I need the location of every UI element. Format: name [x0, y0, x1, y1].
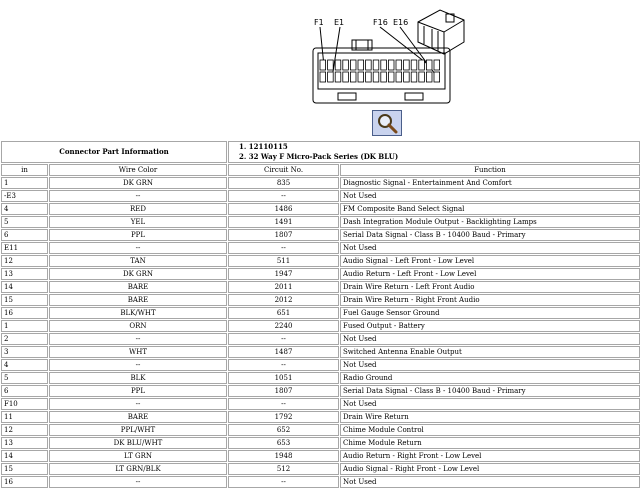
- pin-cavity: [434, 60, 440, 70]
- pin-cell: 5: [1, 372, 48, 384]
- wire-color-cell: PPL: [49, 229, 227, 241]
- header-wire-color: Wire Color: [49, 164, 227, 176]
- wire-color-cell: BARE: [49, 411, 227, 423]
- table-row: [1, 411, 640, 423]
- pin-cell: 3: [1, 346, 48, 358]
- circuit-cell: 512: [228, 463, 339, 475]
- circuit-cell: 652: [228, 424, 339, 436]
- zoom-button[interactable]: [372, 110, 402, 136]
- pin-cavity: [320, 60, 326, 70]
- wire-color-cell: --: [49, 359, 227, 371]
- function-cell: Not Used: [340, 190, 640, 202]
- wire-color-cell: PPL: [49, 385, 227, 397]
- pin-cell: 15: [1, 294, 48, 306]
- function-cell: FM Composite Band Select Signal: [340, 203, 640, 215]
- table-row: [1, 424, 640, 436]
- pin-cavity: [396, 72, 402, 82]
- pin-cavity: [404, 60, 410, 70]
- wire-color-cell: RED: [49, 203, 227, 215]
- circuit-cell: --: [228, 359, 339, 371]
- function-cell: Not Used: [340, 359, 640, 371]
- pin-cell: 14: [1, 450, 48, 462]
- pin-cavity: [343, 60, 349, 70]
- wire-color-cell: LT GRN/BLK: [49, 463, 227, 475]
- pin-label-f16: F16: [373, 18, 388, 27]
- table-row: [1, 268, 640, 280]
- pin-cell: 1: [1, 320, 48, 332]
- pin-cavity: [350, 60, 356, 70]
- pin-cell: E11: [1, 242, 48, 254]
- table-row: [1, 437, 640, 449]
- function-cell: Radio Ground: [340, 372, 640, 384]
- pin-cell: 6: [1, 229, 48, 241]
- table-row: [1, 372, 640, 384]
- circuit-cell: 2240: [228, 320, 339, 332]
- pin-cell: 16: [1, 476, 48, 488]
- table-row: [1, 476, 640, 488]
- pin-cell: 14: [1, 281, 48, 293]
- pin-cell: 12: [1, 255, 48, 267]
- circuit-cell: 1807: [228, 385, 339, 397]
- function-cell: Not Used: [340, 333, 640, 345]
- circuit-cell: --: [228, 476, 339, 488]
- wire-color-cell: TAN: [49, 255, 227, 267]
- wire-color-cell: DK GRN: [49, 268, 227, 280]
- circuit-cell: --: [228, 190, 339, 202]
- pin-cavity: [358, 72, 364, 82]
- pin-cavity: [434, 72, 440, 82]
- function-cell: Serial Data Signal - Class B - 10400 Baud - Primary: [340, 229, 640, 241]
- pin-cavity: [388, 60, 394, 70]
- circuit-cell: 653: [228, 437, 339, 449]
- pin-cavity: [350, 72, 356, 82]
- wire-color-cell: WHT: [49, 346, 227, 358]
- pin-cavity: [411, 72, 417, 82]
- table-row: [1, 307, 640, 319]
- circuit-cell: 511: [228, 255, 339, 267]
- pin-cavity: [411, 60, 417, 70]
- pin-cavity: [419, 60, 425, 70]
- pin-cavity: [320, 72, 326, 82]
- wire-color-cell: DK BLU/WHT: [49, 437, 227, 449]
- wire-color-cell: --: [49, 242, 227, 254]
- pin-cavity: [358, 60, 364, 70]
- function-cell: Audio Signal - Left Front - Low Level: [340, 255, 640, 267]
- table-row: [1, 294, 640, 306]
- table-row: [1, 190, 640, 202]
- pin-cavity: [381, 72, 387, 82]
- connector-info-value: [228, 141, 640, 163]
- magnifier-icon: [375, 112, 399, 134]
- pin-cell: 13: [1, 437, 48, 449]
- circuit-cell: 1486: [228, 203, 339, 215]
- pin-cavity: [396, 60, 402, 70]
- table-row: [1, 359, 640, 371]
- header-circuit-no: Circuit No.: [228, 164, 339, 176]
- function-cell: Not Used: [340, 398, 640, 410]
- function-cell: Fused Output - Battery: [340, 320, 640, 332]
- function-cell: Diagnostic Signal - Entertainment And Comfort: [340, 177, 640, 189]
- function-cell: Dash Integration Module Output - Backlighting Lamps: [340, 216, 640, 228]
- connector-pins: [320, 60, 440, 82]
- pin-cell: 2: [1, 333, 48, 345]
- function-cell: Audio Return - Left Front - Low Level: [340, 268, 640, 280]
- circuit-cell: 1051: [228, 372, 339, 384]
- pin-label-f1: F1: [314, 18, 324, 27]
- pin-cell: 5: [1, 216, 48, 228]
- wire-color-cell: YEL: [49, 216, 227, 228]
- function-cell: Audio Signal - Right Front - Low Level: [340, 463, 640, 475]
- pin-cell: 1: [1, 177, 48, 189]
- table-row: [1, 346, 640, 358]
- pin-cell: -E3: [1, 190, 48, 202]
- pin-cavity: [343, 72, 349, 82]
- wire-color-cell: BLK/WHT: [49, 307, 227, 319]
- table-row: [1, 463, 640, 475]
- pin-cavity: [328, 60, 334, 70]
- pin-cell: 6: [1, 385, 48, 397]
- table-row: [1, 229, 640, 241]
- header-pin: in: [1, 164, 48, 176]
- pin-cell: 15: [1, 463, 48, 475]
- table-row: [1, 450, 640, 462]
- pin-cell: F10: [1, 398, 48, 410]
- function-cell: Fuel Gauge Sensor Ground: [340, 307, 640, 319]
- pin-cavity: [373, 60, 379, 70]
- wire-color-cell: BARE: [49, 281, 227, 293]
- pin-cell: 11: [1, 411, 48, 423]
- table-row: [1, 320, 640, 332]
- pin-cell: 13: [1, 268, 48, 280]
- pin-label-e16: E16: [393, 18, 409, 27]
- circuit-cell: 651: [228, 307, 339, 319]
- circuit-cell: 1491: [228, 216, 339, 228]
- wire-color-cell: BLK: [49, 372, 227, 384]
- function-cell: Switched Antenna Enable Output: [340, 346, 640, 358]
- pin-cell: 12: [1, 424, 48, 436]
- table-row: [1, 398, 640, 410]
- pin-cavity: [373, 72, 379, 82]
- pin-cavity: [366, 72, 372, 82]
- function-cell: Serial Data Signal - Class B - 10400 Baud - Primary: [340, 385, 640, 397]
- function-cell: Chime Module Control: [340, 424, 640, 436]
- circuit-cell: 1487: [228, 346, 339, 358]
- table-row: [1, 216, 640, 228]
- circuit-cell: 1807: [228, 229, 339, 241]
- header-function: Function: [340, 164, 640, 176]
- connector-info-label: Connector Part Information: [1, 141, 227, 163]
- function-cell: Drain Wire Return - Right Front Audio: [340, 294, 640, 306]
- circuit-cell: 2012: [228, 294, 339, 306]
- pin-cavity: [426, 72, 432, 82]
- circuit-cell: 1947: [228, 268, 339, 280]
- circuit-cell: 1948: [228, 450, 339, 462]
- pin-cell: 4: [1, 359, 48, 371]
- table-row: [1, 242, 640, 254]
- wire-color-cell: --: [49, 398, 227, 410]
- pin-cell: 16: [1, 307, 48, 319]
- pin-cavity: [366, 60, 372, 70]
- pin-cavity: [335, 60, 341, 70]
- wire-color-cell: --: [49, 333, 227, 345]
- circuit-cell: --: [228, 398, 339, 410]
- function-cell: Audio Return - Right Front - Low Level: [340, 450, 640, 462]
- pin-label-e1: E1: [334, 18, 345, 27]
- table-row: [1, 333, 640, 345]
- circuit-cell: --: [228, 333, 339, 345]
- connector-info-row: [1, 141, 640, 163]
- part-number: 1. 12110115: [239, 142, 288, 151]
- circuit-cell: 1792: [228, 411, 339, 423]
- wire-color-cell: PPL/WHT: [49, 424, 227, 436]
- function-cell: Not Used: [340, 242, 640, 254]
- circuit-cell: 835: [228, 177, 339, 189]
- function-cell: Drain Wire Return: [340, 411, 640, 423]
- table-row: [1, 203, 640, 215]
- pin-cavity: [426, 60, 432, 70]
- table-header-row: [1, 164, 640, 176]
- function-cell: Not Used: [340, 476, 640, 488]
- table-row: [1, 385, 640, 397]
- circuit-cell: --: [228, 242, 339, 254]
- table-row: [1, 281, 640, 293]
- pin-cavity: [404, 72, 410, 82]
- table-row: [1, 177, 640, 189]
- function-cell: Drain Wire Return - Left Front Audio: [340, 281, 640, 293]
- pin-cavity: [335, 72, 341, 82]
- pin-cavity: [328, 72, 334, 82]
- wire-color-cell: --: [49, 476, 227, 488]
- connector-diagram: [0, 0, 640, 140]
- table-row: [1, 255, 640, 267]
- connector-description: 2. 32 Way F Micro-Pack Series (DK BLU): [239, 152, 399, 161]
- wire-color-cell: LT GRN: [49, 450, 227, 462]
- function-cell: Chime Module Return: [340, 437, 640, 449]
- pin-cavity: [388, 72, 394, 82]
- wire-color-cell: DK GRN: [49, 177, 227, 189]
- connector-table: [0, 140, 640, 489]
- wire-color-cell: ORN: [49, 320, 227, 332]
- wire-color-cell: BARE: [49, 294, 227, 306]
- pin-cell: 4: [1, 203, 48, 215]
- circuit-cell: 2011: [228, 281, 339, 293]
- wire-color-cell: --: [49, 190, 227, 202]
- pin-cavity: [419, 72, 425, 82]
- pin-cavity: [381, 60, 387, 70]
